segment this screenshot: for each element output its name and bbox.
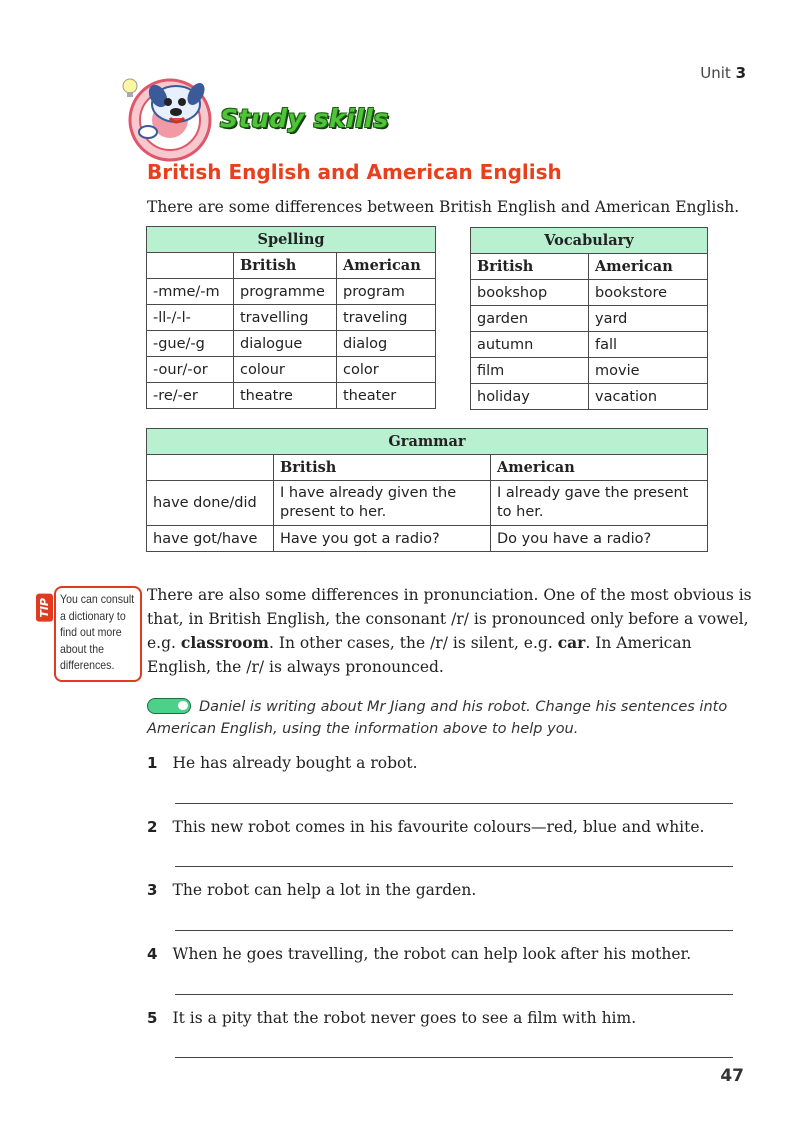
table-row [147,481,708,526]
tip-line: a dictionary to [60,608,126,623]
spelling-american: traveling [337,305,436,331]
table-row [471,384,708,410]
list-item [147,944,691,963]
item-sentence: The robot can help a lot in the garden. [172,881,477,899]
answer-line[interactable] [175,1057,733,1058]
pronunciation-text: . In American English, the /r/ is always pronounced. [147,634,692,676]
grammar-american-line: to her. [497,504,544,520]
spelling-pattern: -gue/-g [147,331,234,357]
grammar-british-line: I have already given the [280,485,457,501]
answer-line[interactable] [175,930,733,931]
spelling-american: dialog [337,331,436,357]
vocabulary-american: vacation [589,384,708,410]
vocabulary-british: autumn [471,332,589,358]
spelling-pattern: -mme/-m [147,279,234,305]
answer-line[interactable] [175,803,733,804]
vocabulary-british: bookshop [471,280,589,306]
vocabulary-american: yard [589,306,708,332]
item-number: 2 [147,818,158,836]
vocabulary-table [470,227,708,410]
spelling-table [146,226,436,409]
spelling-american: theater [337,383,436,409]
spelling-pattern: -re/-er [147,383,234,409]
grammar-british: Have you got a radio? [274,526,491,552]
grammar-table-title: Grammar [147,429,708,455]
grammar-american: Do you have a radio? [491,526,708,552]
table-row [471,332,708,358]
grammar-american [491,481,708,526]
tip-line: You can consult [60,592,135,606]
spelling-american: program [337,279,436,305]
list-item [147,753,418,772]
grammar-col-american: American [491,455,708,481]
unit-label: Unit [700,64,731,82]
spelling-british: colour [234,357,337,383]
tip-line: differences. [60,658,115,672]
study-skills-mascot-icon [118,72,218,162]
item-sentence: This new robot comes in his favourite colours—red, blue and white. [172,818,705,836]
answer-line[interactable] [175,994,733,995]
instruction-line: Daniel is writing about Mr Jiang and his robot. Change his sentences into [199,699,728,715]
table-row [147,357,436,383]
example-word-classroom: classroom [180,633,269,652]
intro-sentence: There are some differences between British English and American English. [147,198,740,216]
vocabulary-british: garden [471,306,589,332]
spelling-british: travelling [234,305,337,331]
grammar-table [146,428,708,552]
vocabulary-american: movie [589,358,708,384]
grammar-blank-header [147,455,274,481]
unit-indicator [700,64,746,82]
spelling-british: dialogue [234,331,337,357]
vocabulary-table-title: Vocabulary [471,228,708,254]
table-row [471,280,708,306]
spelling-table-title: Spelling [147,227,436,253]
table-row [147,526,708,552]
grammar-form: have got/have [147,526,274,552]
exercise-instruction [147,696,747,740]
answer-line[interactable] [175,866,733,867]
vocabulary-british: holiday [471,384,589,410]
tip-line: find out more [60,625,122,639]
spelling-british: theatre [234,383,337,409]
grammar-american-line: I already gave the present [497,485,689,501]
item-number: 4 [147,945,158,963]
vocabulary-british: film [471,358,589,384]
spelling-pattern: -our/-or [147,357,234,383]
list-item [147,1008,636,1027]
table-row [471,358,708,384]
item-number: 5 [147,1009,158,1027]
section-title: British English and American English [147,160,562,184]
grammar-british-line: present to her. [280,504,387,520]
spelling-col-british: British [234,253,337,279]
vocabulary-american: bookstore [589,280,708,306]
item-number: 1 [147,754,158,772]
spelling-blank-header [147,253,234,279]
spelling-pattern: -ll-/-l- [147,305,234,331]
table-row [147,279,436,305]
vocabulary-american: fall [589,332,708,358]
tip-text [60,591,136,674]
vocabulary-col-british: British [471,254,589,280]
tip-line: about the [60,641,105,656]
study-skills-title: Study skills [220,104,389,133]
tip-label: TIP [36,594,53,622]
example-word-car: car [557,633,586,652]
table-row [147,383,436,409]
grammar-form: have done/did [147,481,274,526]
grammar-british [274,481,491,526]
table-row [471,306,708,332]
vocabulary-col-american: American [589,254,708,280]
item-sentence: When he goes travelling, the robot can help look after his mother. [172,945,692,963]
item-sentence: He has already bought a robot. [172,754,418,772]
unit-number: 3 [735,64,746,82]
page-number: 47 [720,1066,744,1086]
item-sentence: It is a pity that the robot never goes to see a film with him. [172,1009,637,1027]
list-item [147,880,476,899]
item-number: 3 [147,881,158,899]
spelling-col-american: American [337,253,436,279]
spelling-american: color [337,357,436,383]
list-item [147,817,704,836]
grammar-col-british: British [274,455,491,481]
table-row [147,331,436,357]
instruction-line: American English, using the information above to help you. [147,721,579,737]
pronunciation-text: . In other cases, the /r/ is silent, e.g. [268,634,553,652]
table-row [147,305,436,331]
pronunciation-paragraph [147,584,753,679]
pronunciation-text: There are also some differences in pronunciation. One of the most obvious is that, in British English, the consonant /r/ is pronounced only before a vowel, e.g. [147,586,752,652]
spelling-british: programme [234,279,337,305]
